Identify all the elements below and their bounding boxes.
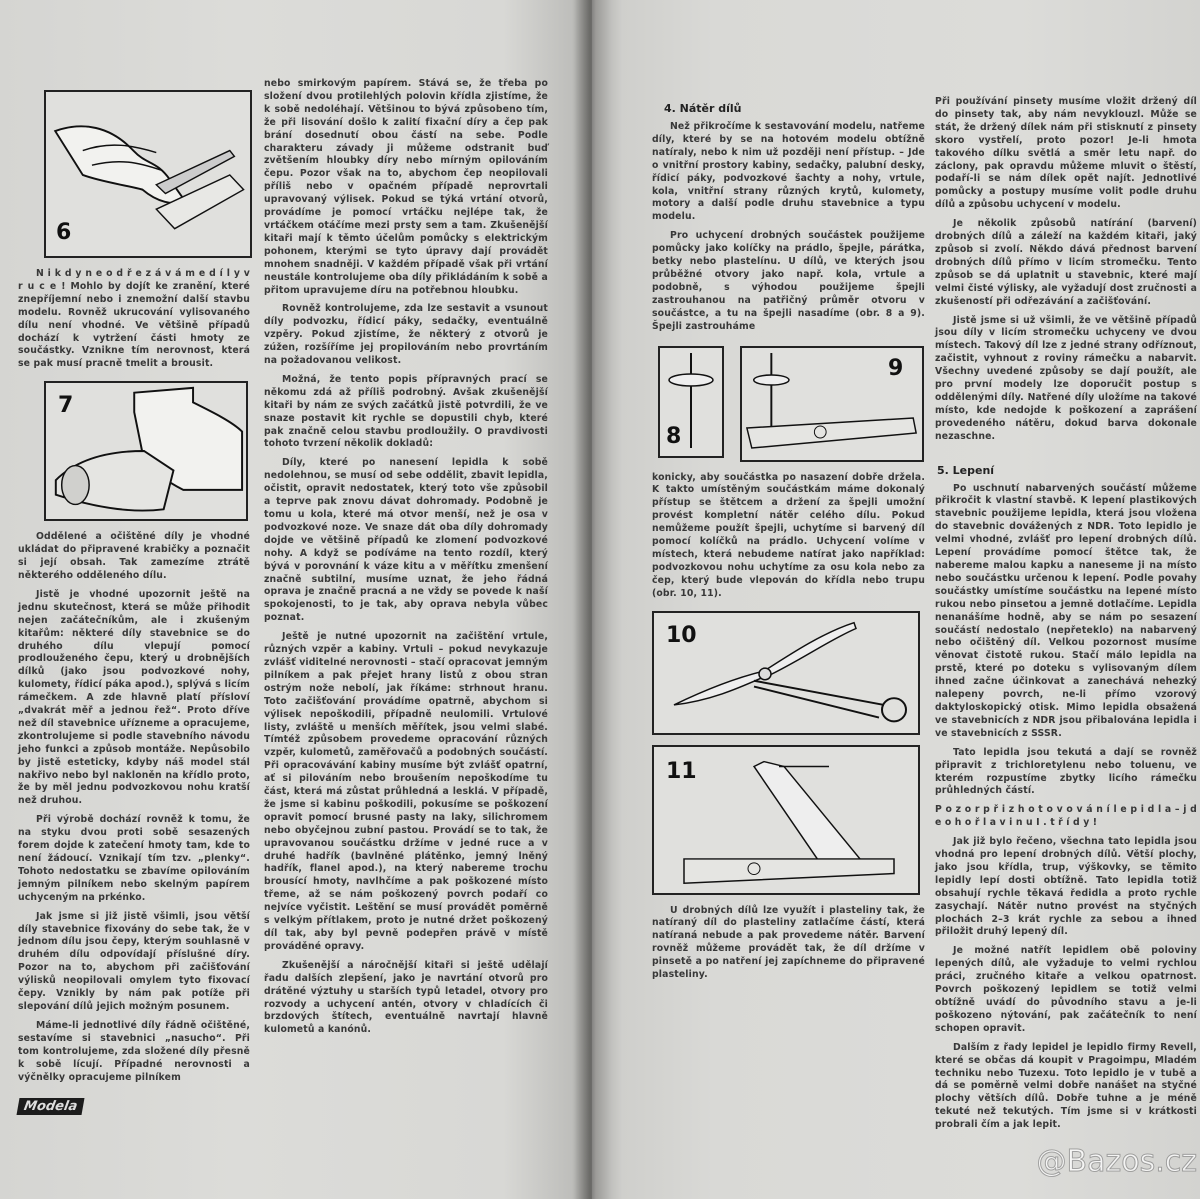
column-1-bottom-text (652, 905, 925, 988)
figure-number: 9 (888, 355, 904, 381)
figure-number: 6 (56, 220, 72, 245)
paragraph: Ještě je nutné upozornit na začištění vrtule, různých vzpěr a kabiny. Vrtuli – pokud nevykazuje zvlášť viditelné nerovnosti – stačí opracovat jemným pilníkem a pak přejet hrany listů z obou stran ostrým nože nebolí, jak říkáme: strhnout hranu. Toto začišťování provádíme opatrně, abychom si výlisek nepoškodili, případně neulomili. Vrtulové listy, zvláště u menších měřítek, jsou velmi slabé. Tímtéž způsobem provedeme opracování různých vzpěr, kulometů, zaměřovačů a podobných součástí. Při opracovávání kabiny musíme být zvlášť opatrní, ať si pilováním nebo broušením nepoškodíme tu část, která má zůstat průhledná a lesklá. V případě, že jsme si kabinu poškodili, pokusíme se poškození opravit pomocí brusné pasty na laky, silichromem nebo obyčejnou zubní pastou. Provádí se to tak, že upravovanou součástku držíme v jedné ruce a v druhé hadřík (bavlněné plátěnko, jemný lněný hadřík, flanel apod.), na který nabereme trochu brousící hmoty, navlhčíme a pak poškozené místo třeme, až se nám poškozený povrch podaří co nejvíce vyčistit. Leštění se musí provádět poměrně s velkým přítlakem, proto je nutné držet poškozený díl tak, aby byl pevně podepřen právě v místě prováděné opravy. (264, 631, 548, 952)
column-1-paragraph (18, 268, 250, 377)
figure-8-part-on-stick (658, 346, 724, 458)
figure-7-hand-holding-part (44, 381, 248, 521)
paragraph: konicky, aby součástka po nasazení dobře držela. K takto umístěným součástkám máme dokonalý přístup se štětcem a držení za špejli umožní provést kompletní nátěr celého dílu. Pokud nemůžeme použít špejli, uchytíme si barvený díl pomocí kolíčků na prádlo. Uchycení volíme v místech, která nebudeme natírat jako například: podvozkovou nohu uchytíme za osu kola nebo za čep, který bude vlepován do křídla nebo trupu (obr. 10, 11). (652, 471, 925, 599)
column-1-top-text (652, 121, 925, 340)
figure-number: 11 (666, 758, 697, 784)
modela-logo: Modela (17, 1098, 85, 1115)
paragraph: Jistě je vhodné upozornit ještě na jednu skutečnost, která se může přihodit nejen začátečníkům, ale i zkušeným kitařům: některé díly stavebnice se do druhého dílu vlepují pomocí prodlouženého čepu, který u drobnějších dílků (jako jsou podvozkové nohy, kulomety, řídicí páka apod.), splývá s licím rámečkem. A zde hlavně platí přísloví „dvakrát měř a jednou řež“. Proto dříve než díl stavebnice uřízneme a opracujeme, zkontrolujeme si podle stavebního návodu jeho funkci a způsob montáže. Nepůsobilo by jistě esteticky, kdyby náš model stál nakřivo nebo byl nakloněn na křídlo proto, že by měl jednu podvozkovou nohu kratší než druhou. (18, 588, 250, 807)
paragraph: Dalším z řady lepidel je lepidlo firmy Revell, které se občas dá koupit v Pragoimpu, Mladém techniku nebo Tuzexu. Toto lepidlo je v tubě a dá se poměrně velmi dobře nanášet na styčné plochy větších dílů. Dobře tuhne a je méně tekuté než tekutých. Tím jsme si v krátkosti probrali čím a jak lepit. (935, 1041, 1197, 1131)
left-page (0, 0, 592, 1199)
figure-9-clothespin (740, 346, 924, 462)
figure-number: 7 (58, 393, 74, 419)
paragraph: Jistě jsme si už všimli, že ve většině případů jsou díly v licím stromečku uchyceny ve dvou místech. Takový díl lze z jedné strany odříznout, začistit, vyhnout z roviny rámečku a nabarvit. Všechny uvedené způsoby se dají použít, ale pro první modely lze doporučit postup s oddělenými díly. Natřené díly uložíme na takové místo, kde nedojde k poškození a zaprášení provedeného nátěru, dokud barva dokonale nezaschne. (935, 314, 1197, 442)
paragraph: Máme-li jednotlivé díly řádně očištěné, sestavíme si stavebnici „nasucho“. Při tom kontrolujeme, zda složené díly přesně k sobě lícují. Případné nerovnosti a výčnělky opracujeme pilníkem (18, 1019, 250, 1083)
figure-number: 10 (666, 622, 697, 648)
right-page-column-2 (935, 96, 1197, 1179)
paragraph: Tato lepidla jsou tekutá a dají se rovněž připravit z trichloretylenu nebo toluenu, ve kterém rozpustíme zbytky licího rámečku průhledných částí. (935, 746, 1197, 797)
paragraph: Než přikročíme k sestavování modelu, natřeme díly, které by se na hotovém modelu obtížně natíraly, nebo k nim už později není přístup. – Jde o vnitřní prostory kabiny, sedačky, palubní desky, řídicí páky, podvozkové šachty a nohy, vrtule, kola, vnitřní strany různých krytů, kulomety, motory a další podle druhu stavebnice a typu modelu. (652, 121, 925, 223)
column-2-text (264, 78, 548, 1043)
right-page (592, 0, 1200, 1199)
paragraph: Možná, že tento popis přípravných prací se někomu zdá až příliš podrobný. Avšak zkušenější kitaři by nám ze svých začátků jistě potvrdili, že ve snaze postavit kit rychle se dopustili chyb, které pak značně celou stavbu prodloužily. O pravdivosti tohoto tvrzení několik dokladů: (264, 373, 548, 450)
paragraph: Je možné natřít lepidlem obě poloviny lepených dílů, ale vyžaduje to velmi rychlou práci, zručného kitaře a velkou opatrnost. Povrch poškozený lepidlem se totiž velmi obtížně uvádí do původního stavu a je-li poškozeno nýtování, pak začátečník to není schopen opravit. (935, 945, 1197, 1034)
paragraph: Oddělené a očištěné díly je vhodné ukládat do připravené krabičky a poznačit si její obsah. Tak zamezíme ztrátě některého odděleného dílu. (18, 531, 250, 581)
column-1-middle-text (652, 472, 925, 607)
section-4-heading: 4. Nátěr dílů (664, 102, 742, 115)
paragraph: Při používání pinsety musíme vložit držený díl do pinsety tak, aby nám nevyklouzl. Může se stát, že držený dílek nám při stisknutí z pinsety skoro vystřelí, proto pozor! Je-li hmota takového dílku světlá a směr letu např. do záclony, pak opravdu můžeme mluvit o štěstí, podaří-li se nám dílek opět najít. Jednotlivé pomůcky a postupy musíme volit podle druhu dílů a způsobu uchycení v modelu. (935, 96, 1197, 211)
paragraph: Při výrobě dochází rovněž k tomu, že na styku dvou proti sobě sesazených forem dojde k zatečení hmoty tam, kde to není žádoucí. Vznikají tím tzv. „plenky“. Tohoto nedostatku se zbavíme opilováním jemným pilníkem nebo skelným papírem uchyceným na prkénko. (18, 814, 250, 903)
paragraph: Rovněž kontrolujeme, zda lze sestavit a vsunout díly podvozku, řídicí páky, sedačky, eventuálně vzpěry. Pokud zjistíme, že některý z otvorů je zúžen, rozšíříme jej propilováním nebo provrtáním na požadovanou velikost. (264, 303, 548, 367)
figure-6-hand-cutting (44, 90, 252, 258)
figures-8-9-row (658, 346, 925, 462)
column-2-bottom-text (935, 483, 1197, 1139)
paragraph: Jak jsme si již jistě všimli, jsou větší díly stavebnice fixovány do sebe tak, že v jednom dílu jsou čepy, kterým souhlasně v druhém dílu odpovídají příslušné díry. Pozor na to, abychom při začišťování výlisků neopilovali omylem tyto fixovací čepy. Vznikly by nám pak potíže při slepování dílů jejich možným posunem. (18, 910, 250, 1012)
section-5-heading: 5. Lepení (937, 463, 995, 477)
paragraph: Jak již bylo řečeno, všechna tato lepidla jsou vhodná pro lepení drobných dílů. Větší plochy, jako jsou křídla, trup, výškovky, se těmito lepidly lepí dosti obtížně. Tato lepidla totiž obsahují rychle těkavá ředidla a proto rychle zasychají. Nátěr nutno provést na styčných plochách 2–3 krát rychle za sebou a ihned přiložit druhý lepený díl. (935, 836, 1197, 938)
column-2-top-text (935, 96, 1197, 450)
paragraph: Je několik způsobů natírání (barvení) drobných dílů a záleží na každém kitaři, jaký způsob si zvolí. Někdo dává přednost barvení drobných dílů přímo v licím stromečku. Tento způsob se dá uplatnit u stavebnic, které mají velmi čisté výlisky, ale vyžadují dost zručnosti a zkušeností při odřezávání a začišťování. (935, 218, 1197, 307)
figure-number: 8 (666, 423, 682, 449)
paragraph: nebo smirkovým papírem. Stává se, že třeba po složení dvou protilehlých polovin křídla zjistíme, že k sobě nedoléhají. Většinou to bývá způsobeno tím, že při lisování došlo k zalití fixační díry a čep pak brání dosednutí obou částí na sebe. Podle charakteru závady ji můžeme odstranit buď zvětšením hloubky díry nebo mírným opilováním čepu. Pozor však na to, abychom čep neopilovali příliš nebo v opačném případě neprovrtali upravovaný výlisek. Pokud se týká vrtání otvorů, provádíme je pomocí vrtáčku nejlépe tak, že vrtáčkem otáčíme mezi prsty sem a tam. Zkušenější kitaři mají k těmto účelům pomůcky s elektrickým pohonem, kterými se tyto úpravy dají provádět mnohem snadněji. V každém případě však při vrtání neustále kontrolujeme oba díly přikládáním k sobě a přitom upravujeme díru na potřebnou hloubku. (264, 78, 548, 296)
paragraph: Po uschnutí nabarvených součástí můžeme přikročit k vlastní stavbě. K lepení plastikových stavebnic použijeme lepidla, která jsou vložena do stavebnic dovážených z NDR. Toto lepidlo je velmi vhodné, zvlášť pro lepení drobných dílů. Lepení provádíme pomocí štětce tak, že nabereme malou kapku a naneseme ji na místo nebo součástku určenou k lepení. Podle povahy součástky umístíme součástku na lepené místo rukou nebo pinsetou a jemně dotlačíme. Lepidla nenanášíme hodně, aby se nám po sesazení součástí nedostalo (nepřeteklo) na nabarvený nebo očištěný díl. Velkou pozornost musíme věnovat čistotě rukou. Stačí málo lepidla na prstě, které po doteku s vylisovaným dílem ihned začne účinkovat a zanechává nehezký nalepeny povrch, ne-li přímo vzorový daktyloskopický otisk. Mimo lepidla obsažená ve stavebnicích z NDR jsou přibalována lepidla i ve stavebnicích z SSSR. (935, 482, 1197, 739)
column-1-text (18, 531, 250, 1090)
right-page-column-1 (652, 96, 925, 988)
hand-engine-illustration (46, 383, 246, 519)
figure-11-landing-gear-in-clothespin (652, 745, 920, 895)
bazos-watermark: @Bazos.cz (1036, 1144, 1197, 1180)
left-page-column-1 (18, 78, 250, 1115)
paragraph: Pro uchycení drobných součástek použijeme pomůcky jako kolíčky na prádlo, špejle, párátka, betky nebo plastelínu. U dílů, ve kterých jsou průběžné otvory jako např. kola, vrtule a podobně, s výhodou použijeme špejli zastrouhanou na patřičný průměr otvoru v součástce, a tu na špejli nasadíme (obr. 8 a 9). Špejli zastrouháme (652, 230, 925, 332)
figure-10-propeller-in-tweezers (652, 611, 920, 735)
paragraph: Zkušenější a náročnější kitaři si ještě udělají řadu dalších zlepšení, jako je navrtání otvorů pro drátěné výztuhy u starších typů letadel, otvory pro rozvody a uchycení antén, otvory v chladících či brzdových štítech, eventuálně navrtají hlavně kulometů a kanónů. (264, 959, 548, 1036)
warning-text: P o z o r p ř i z h o t o v o v á n í l e p i d l a – j d e o h o ř l a v i n u I . t ř í d y ! (935, 804, 1197, 829)
paragraph: Díly, které po nanesení lepidla k sobě nedolehnou, se musí od sebe oddělit, zbavit lepidla, očistit, opravit nedostatek, který toto vše způsobil a teprve pak znovu dávat dohromady. Podobně je tomu u kola, které má otvor menší, než je osa v podvozkové noze. Ve snaze dát oba díly dohromady dojde ve většině případů ke zlomení podvozkové nohy. A když se podíváme na tento rozdíl, který bývá v porovnání k váze kitu a v měřítku zmenšení značně subtilní, musíme uznat, že jeho řádná oprava je značně pracná a ne vždy se povede k naší spokojenosti, to je tak, aby oprava nebyla vůbec poznat. (264, 457, 548, 624)
hand-knife-illustration (46, 92, 250, 256)
paragraph: N i k d y n e o d ř e z á v á m e d í l y v r u c e ! Mohlo by dojít ke zranění, které znepříjemní nebo i znemožní další stavbu modelu. Rovněž ukrucování vylisovaného dílu není vhodné. Ve většině případů dochází k vytržení části hmoty ze součástky. Vznikne tím nerovnost, která se pak musí pracně tmelit a brousit. (18, 268, 250, 370)
paragraph: U drobných dílů lze využít i plasteliny tak, že natíraný díl do plasteliny zatlačíme částí, která natíraná nebude a pak provedeme nátěr. Barvení rovněž můžeme provádět tak, že díl držíme v pinsetě a po natření jej zapíchneme do připravené plasteliny. (652, 904, 925, 981)
